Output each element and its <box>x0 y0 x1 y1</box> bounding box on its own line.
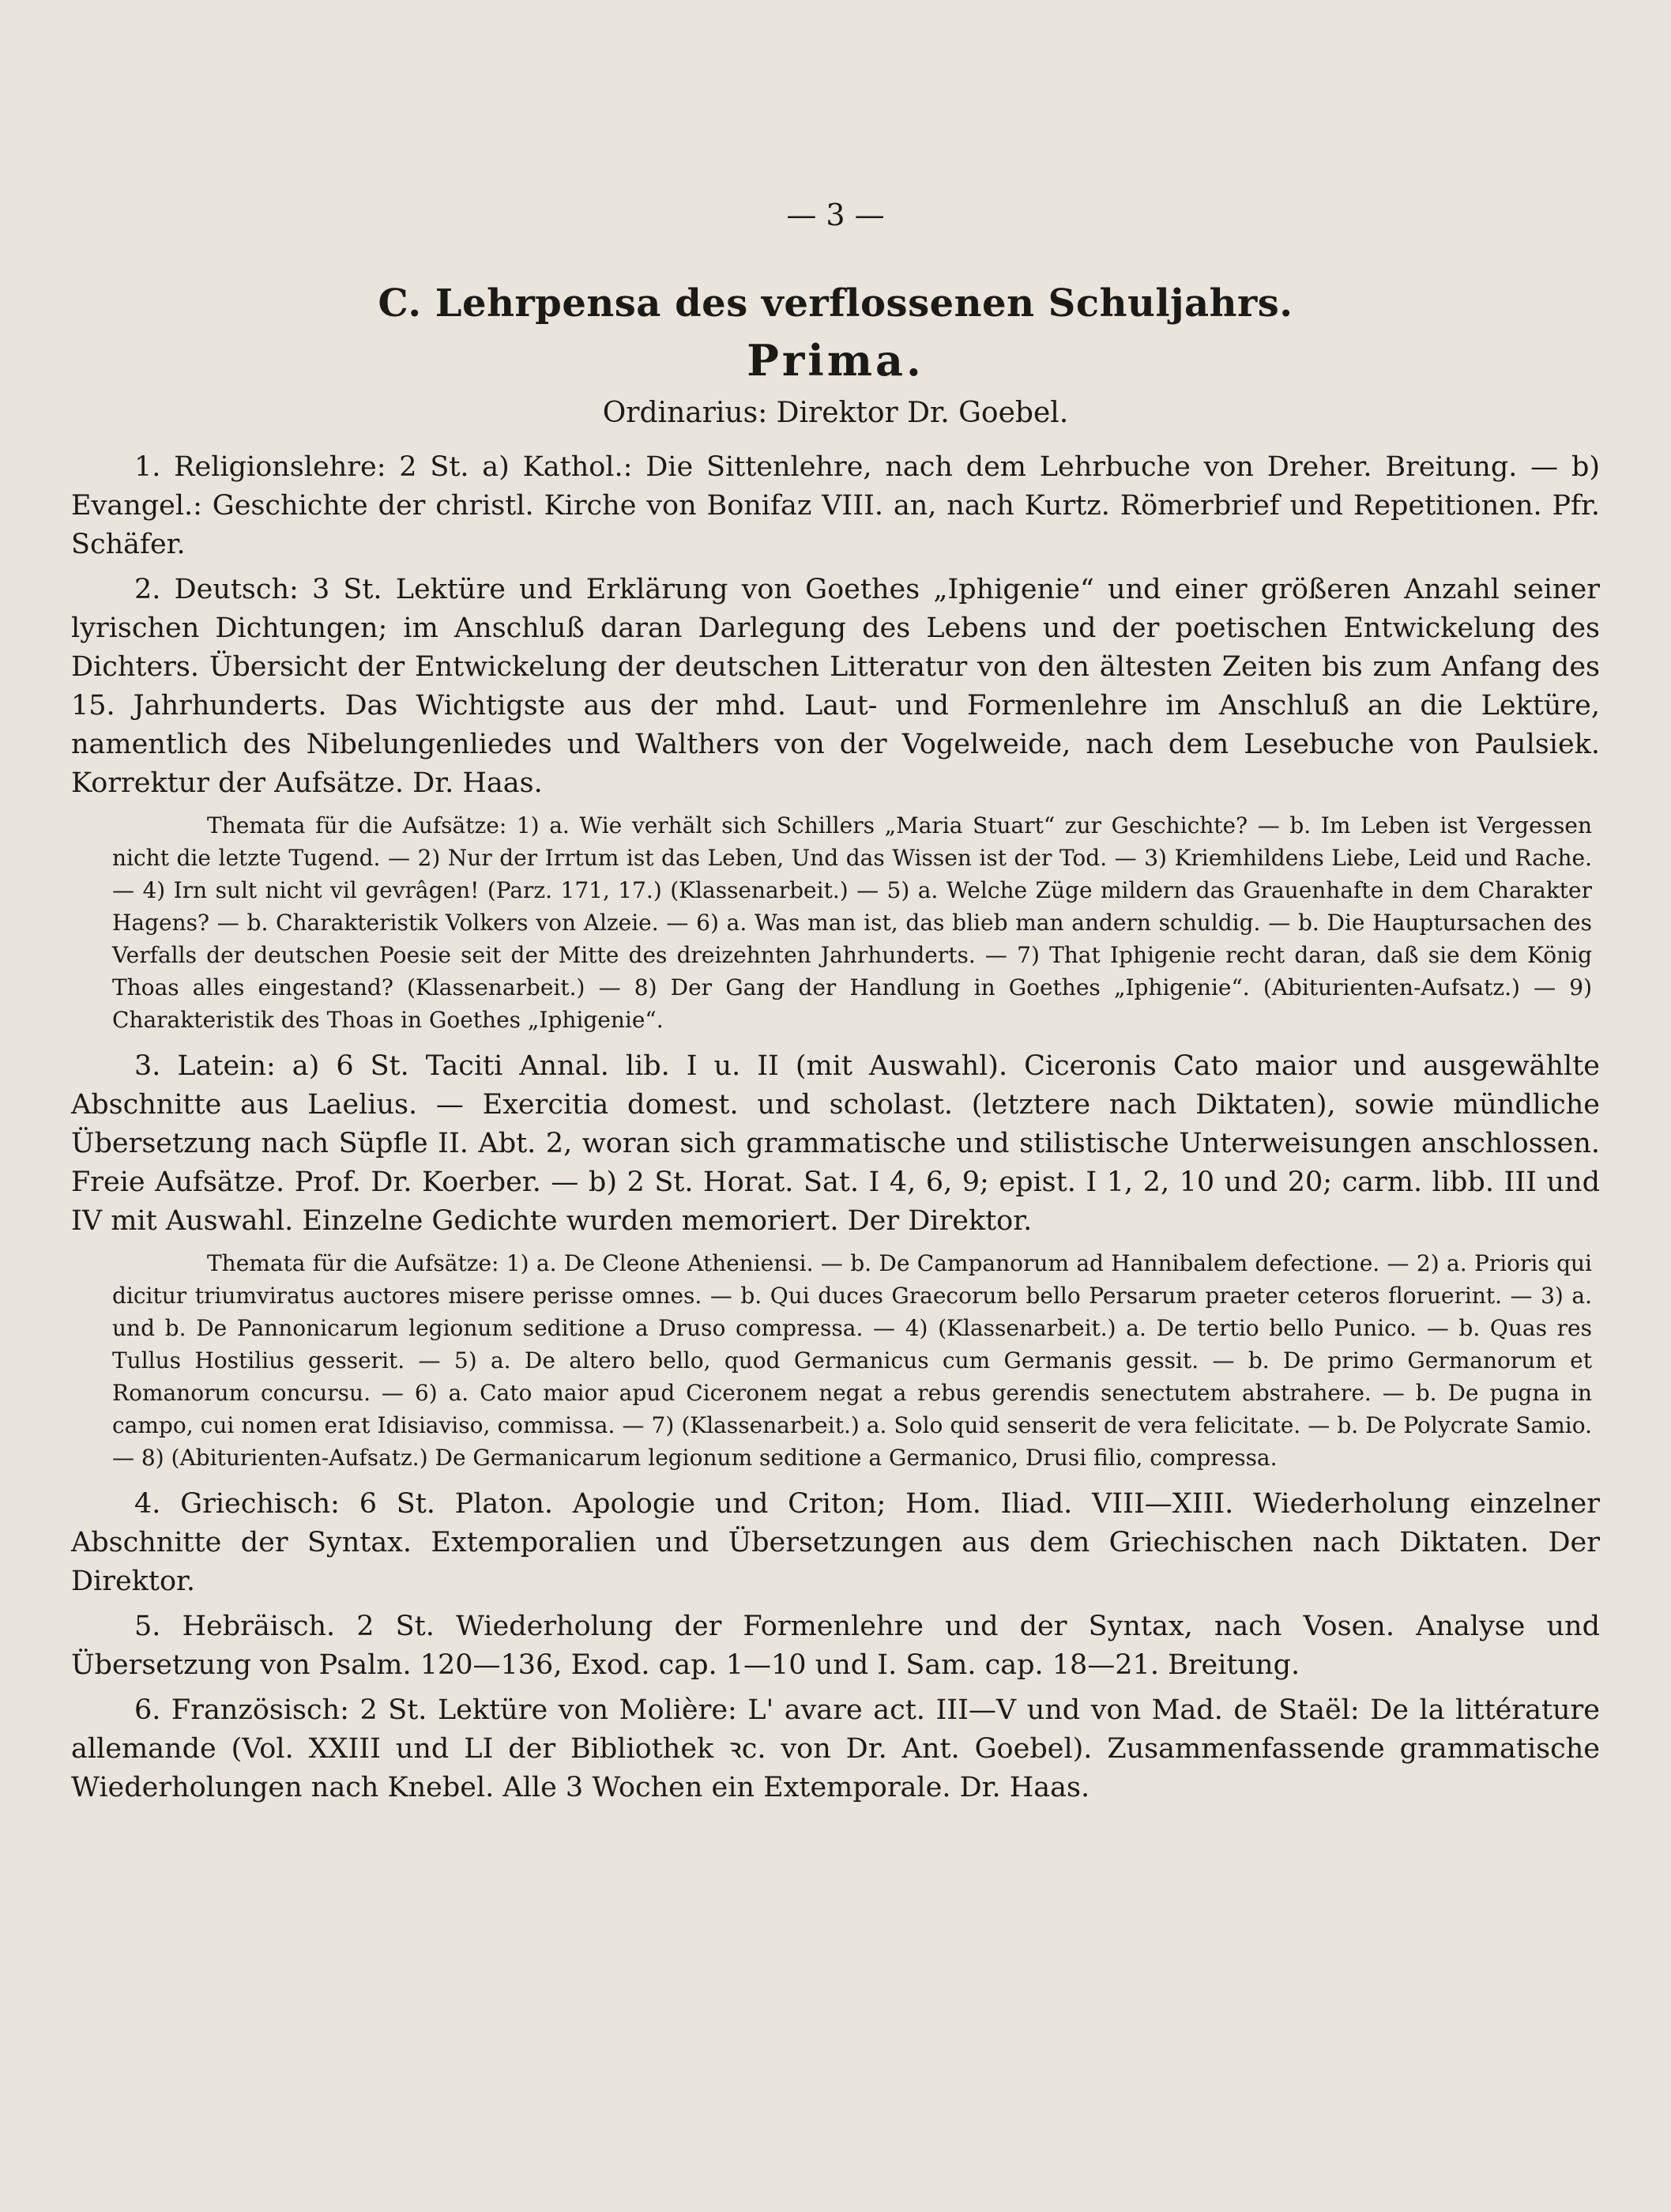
subject-hebrew: 5. Hebräisch. 2 St. Wiederholung der Formenlehre und der Syntax, nach Vosen. Analyse und Übersetzung von Psalm. 120—136, Exod. cap. 1—10 und I. Sam. cap. 18—21. Breitung. <box>71 1611 1600 1681</box>
class-title: Prima. <box>747 335 924 386</box>
subject-religion: 1. Religionslehre: 2 St. a) Kathol.: Die Sittenlehre, nach dem Lehrbuche von Dreher. Breitung. — b) Evangel.: Geschichte der christl. Kirche von Bonifaz VIII. an, nach Kurtz. Römerbrief und Repetitionen. Pfr. Schäfer. <box>71 451 1600 560</box>
subject-german: 2. Deutsch: 3 St. Lektüre und Erklärung von Goethes „Iphigenie“ und einer größeren Anzahl seiner lyrischen Dichtungen; im Anschluß daran Darlegung des Lebens und der poetischen Entwickelung des Dichters. Übersicht der Entwickelung der deutschen Litteratur von den ältesten Zeiten bis zum Anfang des 15. Jahrhunderts. Das Wichtigste aus der mhd. Laut- und Formenlehre im Anschluß an die Lektüre, namentlich des Nibelungenliedes und Walthers von der Vogelweide, nach dem Lesebuche von Paulsiek. Korrektur der Aufsätze. Dr. Haas. <box>71 574 1600 799</box>
latin-essay-themes: Themata für die Aufsätze: 1) a. De Cleone Atheniensi. — b. De Campanorum ad Hannibalem defectione. — 2) a. Prioris qui dicitur triumviratus auctores misere perisse omnes. — b. Qui duces Graecorum bello Persarum praeter ceteros floruerint. — 3) a. und b. De Pannonicarum legionum seditione a Druso compressa. — 4) (Klassenarbeit.) a. De tertio bello Punico. — b. Quas res Tullus Hostilius gesserit. — 5) a. De altero bello, quod Germanicus cum Germanis gessit. — b. De primo Germanorum et Romanorum concursu. — 6) a. Cato maior apud Ciceronem negat a rebus gerendis senectutem abstrahere. — b. De pugna in campo, cui nomen erat Idisiaviso, commissa. — 7) (Klassenarbeit.) a. Solo quid senserit de vera felicitate. — b. De Polycrate Samio. — 8) (Abiturienten-Aufsatz.) De Germanicarum legionum seditione a Germanico, Drusi filio, compressa. <box>112 1250 1592 1471</box>
ordinarius-line: Ordinarius: Direktor Dr. Goebel. <box>602 397 1069 429</box>
subject-latin: 3. Latein: a) 6 St. Taciti Annal. lib. I u. II (mit Auswahl). Ciceronis Cato maior und ausgewählte Abschnitte aus Laelius. — Exercitia domest. und scholast. (letztere nach Diktaten), sowie mündliche Übersetzung nach Süpfle II. Abt. 2, woran sich grammatische und stilistische Unterweisungen anschlossen. Freie Aufsätze. Prof. Dr. Koerber. — b) 2 St. Horat. Sat. I 4, 6, 9; epist. I 1, 2, 10 und 20; carm. libb. III und IV mit Auswahl. Einzelne Gedichte wurden memoriert. Der Direktor. <box>71 1050 1600 1237</box>
section-heading: C. Lehrpensa des verflossenen Schuljahrs. <box>378 281 1293 326</box>
subject-greek: 4. Griechisch: 6 St. Platon. Apologie und Criton; Hom. Iliad. VIII—XIII. Wiederholung einzelner Abschnitte der Syntax. Extemporalien und Übersetzungen aus dem Griechischen nach Diktaten. Der Direktor. <box>71 1488 1600 1597</box>
page-number: — 3 — <box>786 198 885 232</box>
subject-french: 6. Französisch: 2 St. Lektüre von Molière: L' avare act. III—V und von Mad. de Staël: De la littérature allemande (Vol. XXIII und LI der Bibliothek ꝛc. von Dr. Ant. Goebel). Zusammenfassende grammatische Wiederholungen nach Knebel. Alle 3 Wochen ein Extemporale. Dr. Haas. <box>71 1694 1600 1803</box>
german-essay-themes: Themata für die Aufsätze: 1) a. Wie verhält sich Schillers „Maria Stuart“ zur Geschichte? — b. Im Leben ist Vergessen nicht die letzte Tugend. — 2) Nur der Irrtum ist das Leben, Und das Wissen ist der Tod. — 3) Kriemhildens Liebe, Leid und Rache. — 4) Irn sult nicht vil gevrâgen! (Parz. 171, 17.) (Klassenarbeit.) — 5) a. Welche Züge mildern das Grauenhafte in dem Charakter Hagens? — b. Charakteristik Volkers von Alzeie. — 6) a. Was man ist, das blieb man andern schuldig. — b. Die Hauptursachen des Verfalls der deutschen Poesie seit der Mitte des dreizehnten Jahrhunderts. — 7) That Iphigenie recht daran, daß sie dem König Thoas alles eingestand? (Klassenarbeit.) — 8) Der Gang der Handlung in Goethes „Iphigenie“. (Abiturienten-Aufsatz.) — 9) Charakteristik des Thoas in Goethes „Iphigenie“. <box>112 812 1592 1033</box>
